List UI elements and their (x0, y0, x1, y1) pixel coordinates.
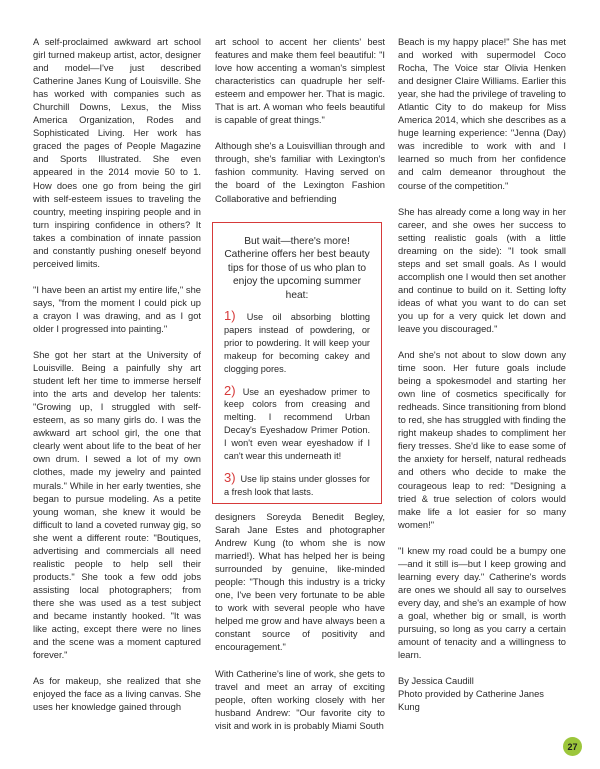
tips-title: But wait—there's more! Catherine offers her best beauty tips for those of us who plan to enjoy the upcoming summer heat: (224, 236, 370, 301)
paragraph: A self-proclaimed awkward art school girl turned makeup artist, actor, designer and model—I've just described Catherine Janes Kung of Louisville. She has worked with companies such as Churchill Downs, Lexus, the Miss America Organization, Rodes and Sophisticated Living. Her work has graced the pages of People Magazine and Sports Illustrated. She even appeared in the 2014 movie 50 to 1. How does one go from being the girl with self-esteem issues to traveling the country, meeting inspiring people and in turn inspiring confidence in others? It takes a combination of innate passion and constantly pushing oneself beyond perceived limits. (33, 37, 201, 269)
tip-number: 1) (224, 308, 236, 324)
paragraph: As for makeup, she realized that she enjoyed the face as a living canvas. She uses her knowledge gained through (33, 676, 201, 713)
paragraph: With Catherine's line of work, she gets to travel and meet an array of exciting people, often working closely with her husband Andrew: "Our favorite city to visit and work in is probably Miami South (215, 668, 385, 731)
paragraph: art school to accent her clients' best features and make them feel beautiful: "I love how accenting a woman's simplest characteristics can quadruple her self-esteem and empower her. That is magic. That is art. A woman who feels beautiful is capable of great things." (215, 37, 385, 126)
article-column-2-continued (215, 511, 385, 746)
tip-text: Use oil absorbing blotting papers instead of powdering, or prior to powdering. It will keep your makeup for becoming cakey and clogging pores. (224, 312, 370, 374)
photo-credit: Photo provided by Catherine Janes Kung (398, 689, 544, 713)
tip-item (224, 472, 370, 499)
article-column-2 (215, 36, 385, 206)
paragraph: "I knew my road could be a bumpy one—and it still is—but I keep growing and learning every day." Catherine's words are ones we should all say to ourselves every day, and she's an example of how a goal, whether big or small, is worth pursuing, so long as you carry a certain amount of tenacity and a willingness to learn. (398, 545, 566, 661)
tip-number: 2) (224, 382, 236, 398)
article-column-1 (33, 36, 201, 727)
article-column-3 (398, 36, 566, 714)
paragraph: She got her start at the University of Louisville. Being a painfully shy art student left her time to immerse herself into the arts and develop her talents: "Growing up, I struggled with self-esteem, as so many girls do. I was the awkward art school girl, the one that clearly went about life to the beat of her own drum. I sewed a lot of my own clothes, made my jewelry and painted murals." While in her early twenties, she began to pursue modeling. As a petite young woman, she knew it would be difficult to land a coveted runway gig, so she went a different route: "Boutiques, advertising and commercials all need realistic people to help sell their products." She took a few odd jobs assisting local photographers; from there she was used as a test subject and became instantly hooked. "It was like acting, except there were no lines and the scene was a moment captured forever." (33, 350, 201, 661)
paragraph: "I have been an artist my entire life," she says, "from the moment I could pick up a crayon I was drawing, and as I got older I progressed into painting." (33, 284, 201, 334)
paragraph: Beach is my happy place!" She has met and worked with supermodel Coco Rocha, The Voice star Olivia Henken and designer Claire Williams. Earlier this year, she had the privilege of traveling to Atlantic City to do makeup for Miss America 2014, which she describes as a huge learning experience: "Jenna (Day) was incredible to work with and I learned so much from her confidence and calm demeanor throughout the course of the competition." (398, 37, 566, 191)
paragraph: She has already come a long way in her career, and she owes her success to setting realistic goals (with a little dreaming on the side): "I took small steps and set small goals. As I would accomplish one I would then set another and continue to build on it. Setting lofty ideas of what you want to do can set you up for a very quick let down and leave you discouraged." (398, 206, 566, 334)
tip-text: Use lip stains under glosses for a fresh look that lasts. (224, 474, 370, 497)
tip-item (224, 382, 370, 463)
paragraph: designers Soreyda Benedit Begley, Sarah Jane Estes and photographer Andrew Kung (to whom she is now married!). What has helped her is being surrounded by genuine, like-minded people: "Though this industry is a tricky one, I've been very fortunate to be able to work with several people who have helped me grow and have always been a constant source of positivity and encouragement." (215, 512, 385, 653)
paragraph: And she's not about to slow down any time soon. Her future goals include being a spokesmodel and starting her own line of cosmetics specifically for redheads. Since transitioning from blond to red, she has struggled with finding the right makeup shades to compliment her fiery tresses. She'd like to ease some of the anxiety for herself, natural redheads and others who decide to make the courageous leap to red: "Designing a tried & true selection of colors would make life a lot easier for so many women!" (398, 350, 566, 530)
tip-item (224, 310, 370, 376)
tip-text: Use an eyeshadow primer to keep colors from creasing and melting. I recommend Urban Decay's Eyeshadow Primer Potion. I won't even wear eyeshadow if I can't wear this underneath it! (224, 386, 370, 462)
paragraph: Although she's a Louisvillian through and through, she's familiar with Lexington's fashion community. Having served on the board of the Lexington Fashion Collaborative and befriending (215, 141, 385, 204)
tip-number: 3) (224, 470, 236, 485)
beauty-tips-box (212, 222, 382, 504)
byline: By Jessica Caudill (398, 676, 474, 687)
page-number-badge: 27 (563, 737, 582, 756)
